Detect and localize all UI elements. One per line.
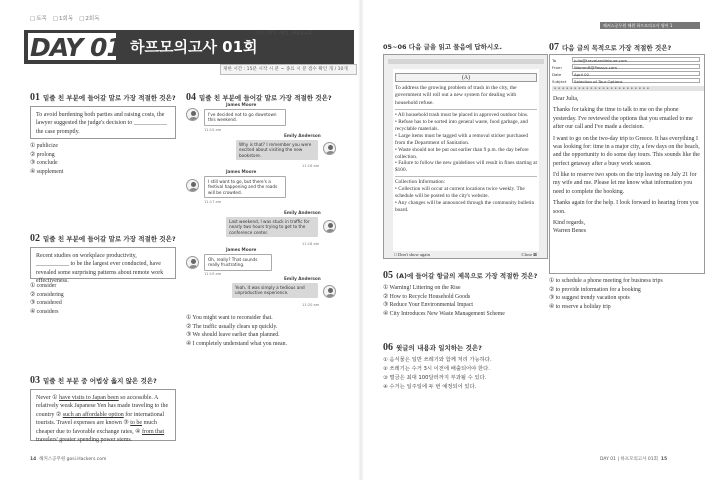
chat-bubble-6: Yeah, it was simply a tedious and unproductive experience. [232, 283, 318, 298]
q3-heading [30, 375, 157, 386]
email-para-3: I'd like to reserve two spots on the trip leaving on July 21 for my wife and me. Please let me know what information you need to complete the booking. [553, 172, 697, 195]
chat-bubble-3: I still want to go, but there's a festival happening and the roads will be crowded. [204, 176, 286, 198]
left-footer [30, 456, 106, 462]
q4-option-1[interactable]: ① You might want to reconsider that. [186, 315, 273, 321]
ad-rules [393, 112, 539, 174]
q4-number: 04 [186, 92, 196, 103]
q3-passage-box [30, 389, 176, 441]
avatar-emily-icon [323, 142, 336, 155]
answer-note: 진도 | 해석 · 해설 _해설집 p.2 [256, 30, 312, 35]
q3-marker-1: ① [52, 395, 58, 401]
email-signoff: Kind regards, [553, 219, 586, 226]
q5-option-4[interactable]: ④ City Introduces New Waste Management Scheme [383, 311, 505, 318]
chat-time-4: 11:18 am [302, 242, 320, 246]
q6-heading [383, 342, 482, 353]
chat-name-2: Emily Anderson [284, 133, 321, 138]
q3-underline-3[interactable]: to be [130, 420, 143, 427]
day-title: 하프모의고사 01회 [130, 38, 258, 56]
right-page-number: 15 [660, 457, 668, 462]
q7-option-4[interactable]: ④ to reserve a holiday trip [549, 304, 611, 311]
avatar-james-icon [186, 108, 199, 121]
avatar-james-icon [186, 256, 199, 269]
chat-time-2: 11:16 am [302, 164, 320, 168]
q3-underline-2[interactable]: such an affordable option [62, 411, 124, 418]
email-date-field[interactable]: April 02 [572, 71, 700, 76]
q2-instruction: 밑줄 친 부분에 들어갈 말로 가장 적절한 것은? [43, 235, 176, 243]
right-header-tag: 해커스공무원 혜원 하프모의고사 영어 1 [600, 22, 700, 29]
email-window [549, 54, 705, 274]
q7-option-1[interactable]: ① to schedule a phone meeting for business trips [549, 278, 663, 284]
ad-intro: To address the growing problem of trash in the city, the government will roll out a new system for dealing with household refuse. [395, 85, 517, 106]
q1-option-3[interactable]: ③ conclude [30, 160, 58, 167]
q6-number: 06 [383, 342, 393, 353]
ad-info-2: • Any changes will be announced through the community bulletin board. [395, 199, 535, 213]
q5-option-1[interactable]: ① Warning! Littering on the Rise [383, 285, 461, 291]
q6-instruction: 윗글의 내용과 일치하는 것은? [396, 344, 482, 352]
email-para-1: Thanks for taking the time to talk to me on the phone yesterday. I've reviewed the options that you emailed to me after our call and I've made a decision. [553, 107, 693, 131]
q6-options [383, 356, 548, 392]
email-date-row: Date April 02 [552, 71, 704, 77]
q4-options [186, 314, 346, 349]
q56-heading: 05~06 다음 글을 읽고 물음에 답하시오. [383, 43, 502, 51]
dont-show-again-checkbox[interactable]: □ Don't show again [394, 252, 430, 257]
q3-text-4: much cheaper due to favorable exchange rates, [36, 420, 157, 435]
chat-time-1: 11:15 am [204, 128, 222, 132]
q5-options [383, 284, 548, 319]
q2-heading [30, 233, 176, 244]
q5-number: 05 [383, 270, 393, 281]
q1-heading [30, 92, 176, 103]
q3-underline-1[interactable]: have visits to Japan been [59, 395, 119, 401]
time-limit-bar: 제한 시간 : 15분 시작 시 분 ~ 종료 시 분 점수 확인 개 / 10개 [220, 64, 357, 75]
q2-option-2[interactable]: ② considering [30, 291, 64, 298]
ad-window-titlebar [388, 59, 544, 64]
ad-info-heading: Collection Information: [395, 179, 446, 186]
email-para-4: Thanks again for the help. I look forward to hearing from you soon. [553, 200, 699, 215]
email-greeting: Dear Julia, [553, 96, 579, 102]
email-signature: Warren Benes [553, 228, 587, 235]
chat-name-6: Emily Anderson [284, 276, 321, 281]
q5-option-2[interactable]: ② How to Recycle Household Goods [383, 293, 471, 300]
check-2[interactable]: □ 1회독 [53, 14, 73, 22]
q2-option-4[interactable]: ④ considers [30, 309, 59, 316]
q3-text-1: Never [36, 395, 53, 401]
q2-option-3[interactable]: ③ considered [30, 300, 62, 307]
ad-collection-info [393, 179, 539, 213]
ad-rule-2: • Refuse has to be sorted into general waste, food garbage, and recyclable materials. [395, 119, 528, 133]
q4-option-3[interactable]: ③ We should leave earlier than planned. [186, 332, 280, 339]
close-button[interactable]: Close ⊠ [521, 252, 537, 257]
q5-instruction: (A)에 들어갈 항글의 제목으로 가장 적절한 것은? [396, 272, 538, 280]
review-checkboxes [30, 14, 100, 22]
q4-option-4[interactable]: ④ I completely understand what you mean. [186, 341, 287, 348]
ad-title-blank: (A) [395, 73, 537, 82]
chat-name-3: James Moore [226, 169, 257, 174]
chat-name-1: James Moore [226, 102, 257, 107]
chat-bubble-1: I've decided not to go downtown this weekend. [204, 109, 286, 126]
email-body [553, 95, 703, 236]
q4-instruction: 밑줄 친 부분에 들어갈 말로 가장 적절한 것은? [199, 94, 332, 102]
check-1[interactable]: □ 토목 [30, 14, 47, 22]
q3-instruction: 밑줄 친 부분 중 어법상 옳지 않은 것은? [43, 377, 157, 385]
email-toolbar: ▪▪▪▪▪▪▪▪▪▪▪▪▪▪▪▪▪▪▪▪▪▪▪▪ [552, 86, 704, 91]
q4-chat-thread [186, 100, 336, 315]
q3-text-3: for international tourists. Travel expenses are known [36, 411, 165, 427]
q1-instruction: 밑줄 친 부분에 들어갈 말로 가장 적절한 것은? [43, 94, 176, 102]
email-to-row: To Julia@travelandleisure.com [552, 57, 704, 63]
chat-name-5: James Moore [226, 247, 257, 252]
q3-marker-2: ② [55, 411, 62, 418]
q6-option-1[interactable]: ① 음식물은 일반 쓰레기와 함께 처리 가능하다. [383, 357, 492, 363]
q3-marker-3: ③ [123, 420, 129, 427]
q1-options [30, 142, 176, 177]
chat-time-5: 11:19 am [204, 272, 222, 276]
q1-option-4[interactable]: ④ supplement [30, 169, 64, 176]
q5-heading [383, 270, 537, 281]
left-page-number: 14 [30, 457, 37, 462]
avatar-james-icon [186, 179, 199, 192]
email-to-field[interactable]: Julia@travelandleisure.com [572, 57, 700, 62]
q4-option-2[interactable]: ② The traffic usually clears up quickly. [186, 323, 278, 330]
q3-marker-4: ④ [135, 428, 141, 435]
chat-bubble-5: Oh, really? That sounds really frustrating. [204, 254, 272, 271]
q7-options [549, 277, 709, 312]
left-footer-text: 해커스공무원 gosi.Hackers.com [39, 457, 107, 462]
chat-time-3: 11:17 am [204, 200, 222, 204]
q7-option-3[interactable]: ③ to suggest trendy vacation spots [549, 295, 630, 302]
right-footer [600, 456, 667, 462]
q2-options [30, 282, 176, 317]
chat-time-6: 11:20 am [302, 303, 320, 307]
page-gutter [358, 0, 364, 480]
email-from-row: From WarrenB@Passus.com [552, 64, 704, 70]
q5-option-3[interactable]: ③ Reduce Your Environmental Impact [383, 302, 474, 309]
avatar-emily-icon [323, 285, 336, 298]
q3-underline-4[interactable]: from that [142, 428, 165, 435]
q3-text-2: so accessible. A relatively weak Japanese Yen has made traveling to the country [36, 395, 169, 418]
ad-window [383, 54, 548, 259]
q1-option-1[interactable]: ① publicize [30, 143, 58, 149]
q2-option-1[interactable]: ① consider [30, 283, 57, 289]
ad-rule-3: • Large items must be tagged with a removal sticker purchased from the Department of Sanitation. [395, 132, 528, 146]
ad-rule-1: • All household trash must be placed in approved outdoor bins. [395, 112, 529, 119]
q6-option-4[interactable]: ④ 수거는 일주일에 두 번 예정되어 있다. [383, 384, 477, 390]
email-subject-row: Subject Selection of Tour Options [552, 78, 704, 84]
q2-number: 02 [30, 233, 40, 244]
q6-option-3[interactable]: ③ 벌금은 최대 100달러까지 부과될 수 있다. [383, 375, 487, 381]
ad-content [393, 69, 539, 251]
ad-rule-5: • Failure to follow the new guidelines will result in fines starting at $100. [395, 160, 537, 174]
ad-info-1: • Collection will occur at current locations twice weekly. The schedule will be posted to the city's website. [395, 186, 525, 199]
chat-bubble-4: Last weekend, I was stuck in traffic for nearly two hours trying to get to the conference center. [226, 217, 318, 237]
q1-option-2[interactable]: ② prolong [30, 151, 55, 158]
q3-number: 03 [30, 375, 40, 386]
q6-option-2[interactable]: ② 쓰레기는 수거 3시 이전에 배출되어야 한다. [383, 366, 490, 372]
chat-name-4: Emily Anderson [284, 210, 321, 215]
q2-sentence-box: Recent studies on workplace productivity, ___________ to be the largest ever conducted, have revealed some surprising patterns about remote work effectiveness. [30, 247, 176, 279]
email-from-field[interactable]: WarrenB@Passus.com [572, 64, 700, 69]
day-label: DAY 01 [30, 33, 123, 62]
email-subject-field[interactable]: Selection of Tour Options [572, 78, 700, 83]
q7-number: 07 [549, 42, 559, 53]
email-para-2: I want to go on the two-day trip to Greece. It has everything I was looking for: time in a major city, a few days on the beach, and the opportunity to do some day tours. This sounds like the perfect getaway after a busy work season. [553, 135, 700, 167]
q1-sentence-box: To avoid burdening both parties and raising costs, the lawyer suggested the judge's decision to ___________ the case promptly. [30, 106, 176, 139]
avatar-emily-icon [323, 220, 336, 233]
check-3[interactable]: □ 2회독 [79, 14, 99, 22]
right-footer-text: DAY 01 | 하프모의고사 01회 [600, 457, 658, 462]
q7-heading [549, 42, 671, 53]
q7-option-2[interactable]: ② to provide information for a booking [549, 286, 641, 293]
q1-number: 01 [30, 92, 40, 103]
chat-bubble-2: Why is that? I remember you were excited about visiting the new bookstore. [236, 140, 318, 160]
ad-rule-4: • Waste should not be put out earlier than 9 p.m. the day before collection. [395, 146, 529, 160]
q7-instruction: 다음 글의 목적으로 가장 적절한 것은? [562, 44, 672, 52]
q3-text-5: travelers' greater spending power stems. [36, 436, 133, 443]
